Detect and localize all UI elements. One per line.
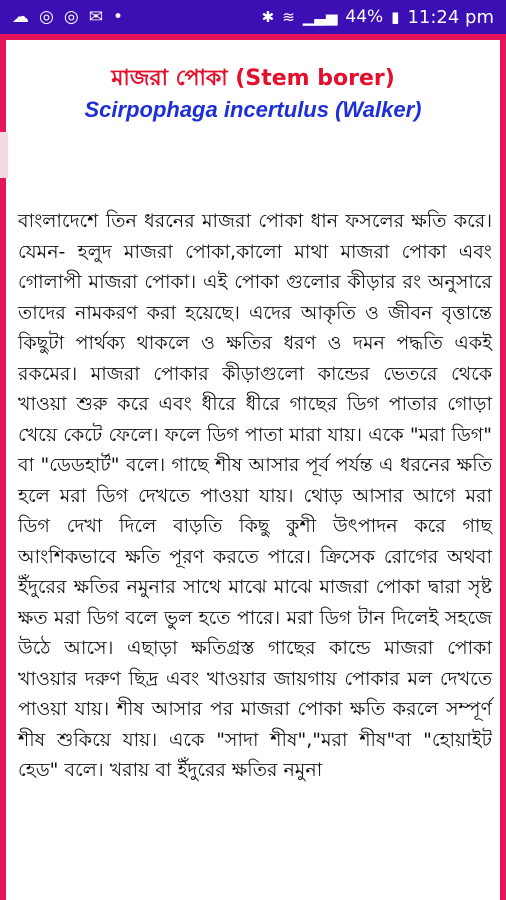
- cloud-icon: ☁: [12, 7, 29, 27]
- dot-icon: •: [112, 7, 123, 27]
- status-notifications: [12, 7, 123, 27]
- battery-percent: 44%: [345, 7, 384, 27]
- signal-icon: ▁▃▅: [302, 8, 338, 26]
- battery-icon: ▮: [391, 8, 400, 26]
- wifi-icon: ≋: [282, 8, 295, 26]
- page-title: মাজরা পোকা (Stem borer): [111, 66, 395, 91]
- scientific-name: Scirpophaga incertulus (Walker): [84, 97, 422, 122]
- chrome-icon: ◎: [63, 7, 79, 27]
- email-icon: ✉: [88, 7, 103, 27]
- description-text: বাংলাদেশে তিন ধরনের মাজরা পোকা ধান ফসলের ক্ষতি করে। যেমন- হলুদ মাজরা পোকা,কালো মাথা মাজরা পোকা এবং গোলাপী মাজরা পোকা। এই পোকা গুলোর কীড়ার রং অনুসারে তাদের নামকরণ করা হয়েছে। এদের আকৃতি ও জীবন বৃত্তান্তে কিছুটা পার্থক্য থাকলে ও ক্ষতির ধরণ ও দমন পদ্ধতি একই রকমের। মাজরা পোকার কীড়াগুলো কান্ডের ভেতরে থেকে খাওয়া শুরু করে এবং ধীরে ধীরে গাছের ডিগ পাতার গোড়া খেয়ে কেটে ফেলে। ফলে ডিগ পাতা মারা যায়। একে "মরা ডিগ" বা "ডেডহার্ট" বলে। গাছে শীষ আসার পূর্ব পর্যন্ত এ ধরনের ক্ষতি হলে মরা ডিগ দেখতে পাওয়া যায়। থোড় আসার আগে মরা ডিগ দেখা দিলে বাড়তি কিছু কুশী উৎপাদন করে গাছ আংশিকভাবে ক্ষতি পূরণ করতে পারে। ক্রিসেক রোগের অথবা ইঁদুরের ক্ষতির নমুনার সাথে মাঝে মাঝে মাজরা পোকা দ্বারা সৃষ্ট ক্ষত মরা ডিগ বলে ভুল হতে পারে। মরা ডিগ টান দিলেই সহজে উঠে আসে। এছাড়া ক্ষতিগ্রস্ত গাছের কান্ডে মাজরা পোকা খাওয়ার দরুণ ছিদ্র এবং খাওয়ার জায়গায় পোকার মল দেখতে পাওয়া যায়। শীষ আসার পর মাজরা পোকা ক্ষতি করলে সম্পূর্ণ শীষ শুকিয়ে যায়। একে "সাদা শীষ","মরা শীষ"বা "হোয়াইট হেড" বলে। খরায় বা ইঁদুরের ক্ষতির নমুনা: [18, 210, 492, 781]
- status-system: [262, 7, 494, 28]
- content-frame[interactable]: [0, 34, 506, 900]
- edge-panel-handle[interactable]: [0, 132, 8, 178]
- clock: 11:24 pm: [407, 6, 494, 28]
- chrome-icon: ◎: [39, 7, 54, 27]
- status-bar: [0, 0, 506, 34]
- bluetooth-icon: ✱: [261, 8, 275, 26]
- page-header: [6, 64, 500, 126]
